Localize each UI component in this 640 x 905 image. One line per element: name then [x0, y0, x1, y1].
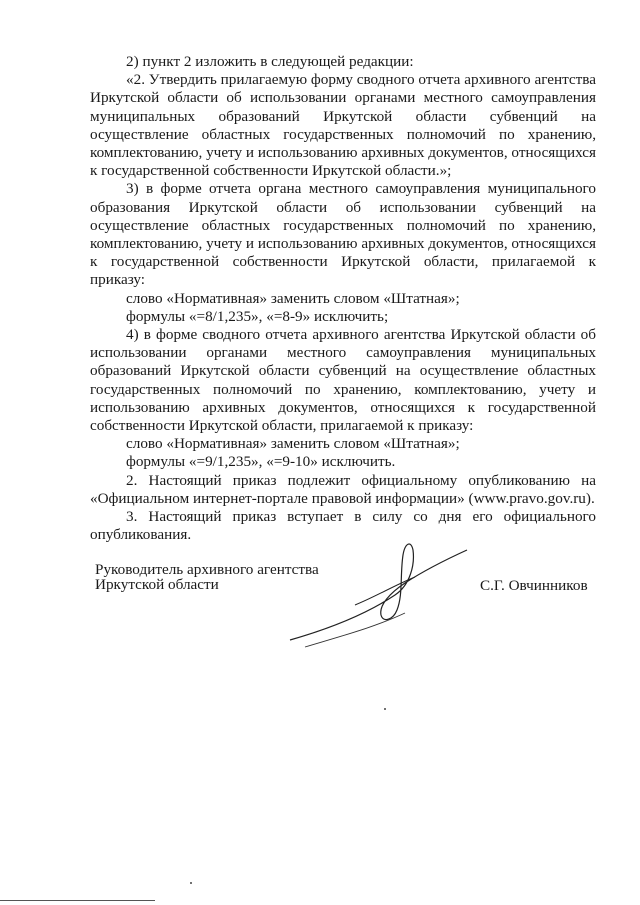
paragraph-item-2-amendment: 2) пункт 2 изложить в следующей редакции: [126, 53, 414, 70]
paragraph-replace-word-2: слово «Нормативная» заменить словом «Штатная»; [126, 435, 460, 453]
paragraph-replace-word-1: слово «Нормативная» заменить словом «Штатная»; [126, 289, 460, 307]
document-body [90, 53, 596, 544]
paragraph-item-3-amendment: 3) в форме отчета органа местного самоуправления муниципального образования Иркутской области об использовании субвенций на осуществление областных государственных полномочий по хранению, комплектованию, учету и использованию архивных документов, относящихся к государственной собственности Иркутской области, прилагаемой к приказу: [90, 180, 596, 289]
signatory-position-line-1: Руководитель архивного агентства [95, 561, 319, 578]
paragraph-point-2-text: «2. Утвердить прилагаемую форму сводного отчета архивного агентства Иркутской области об использовании органами местного самоуправления муниципальных образований Иркутской области субвенций на осуществление областных государственных полномочий по хранению, комплектованию, учету и использованию архивных документов, относящихся к государственной собственности Иркутской области.»; [90, 71, 596, 180]
scan-speck [384, 708, 386, 710]
handwritten-signature [285, 535, 475, 655]
paragraph-publication-clause: 2. Настоящий приказ подлежит официальному опубликованию на «Официальном интернет-портале правовой информации» (www.pravo.gov.ru). [90, 471, 596, 507]
signatory-position-line-2: Иркутской области [95, 576, 219, 593]
paragraph-effective-clause: 3. Настоящий приказ вступает в силу со дня его официального опубликования. [90, 508, 596, 544]
paragraph-item-4-amendment: 4) в форме сводного отчета архивного агентства Иркутской области об использовании органами местного самоуправления муниципальных образований Иркутской области субвенций на осуществление областных государственных полномочий по хранению, комплектованию, учету и использованию архивных документов, относящихся к государственной собственности Иркутской области, прилагаемой к приказу: [90, 326, 596, 435]
paragraph-formulas-1: формулы «=8/1,235», «=8-9» исключить; [126, 307, 389, 325]
paragraph-formulas-2: формулы «=9/1,235», «=9-10» исключить. [126, 453, 396, 471]
signatory-name: С.Г. Овчинников [480, 577, 588, 594]
scan-speck [190, 882, 192, 884]
footer-rule [0, 900, 155, 901]
